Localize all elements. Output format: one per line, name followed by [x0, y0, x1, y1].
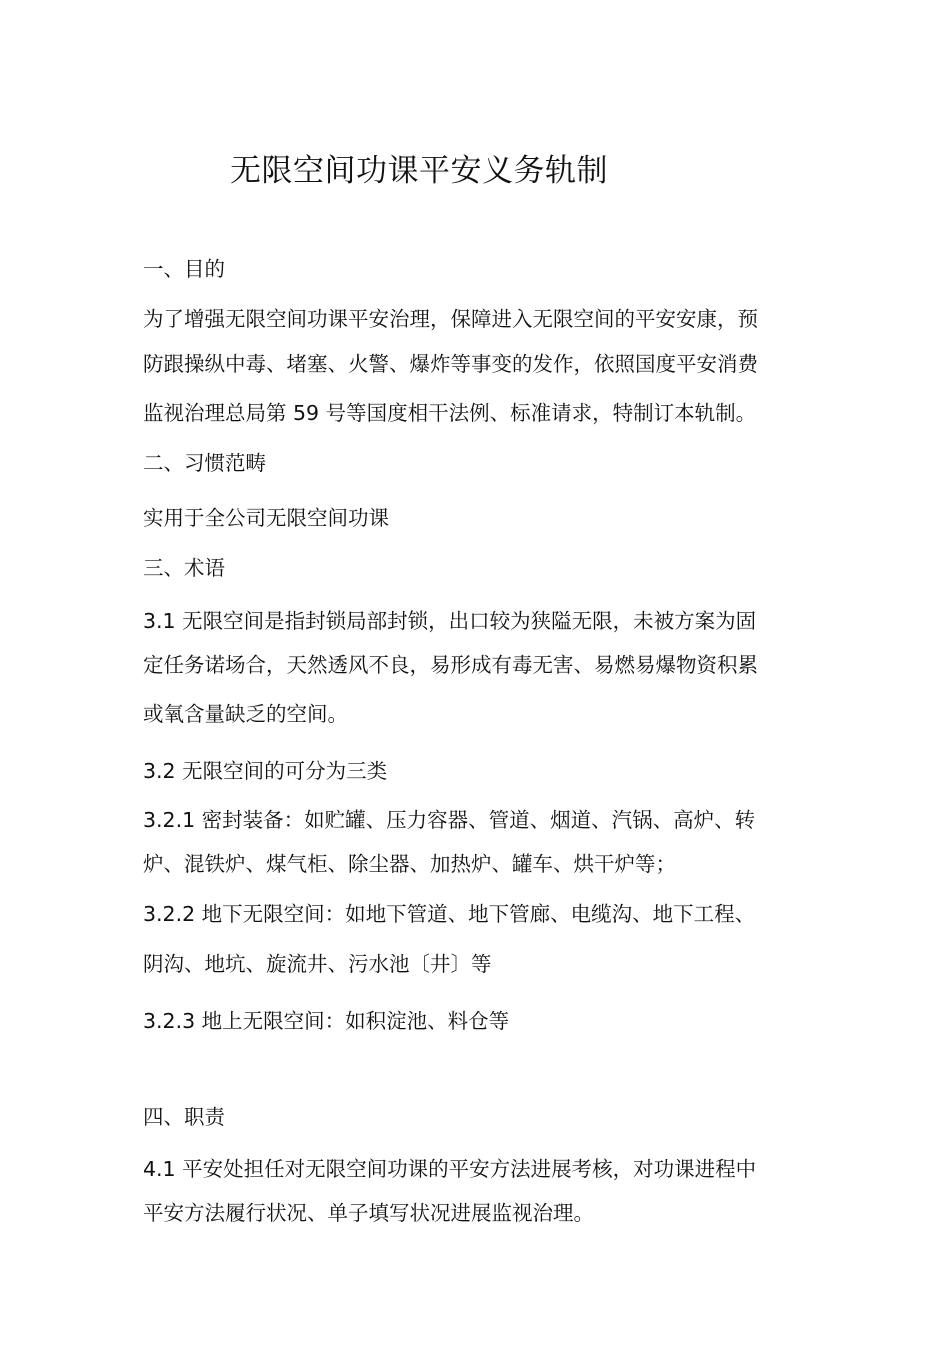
- paragraph-line: 3.2 无限空间的可分为三类: [143, 759, 388, 783]
- section-heading-scope: 二、习惯范畴: [143, 451, 266, 475]
- paragraph-line: 3.2.2 地下无限空间：如地下管道、地下管廊、电缆沟、地下工程、: [143, 902, 756, 926]
- paragraph-line: 炉、混铁炉、煤气柜、除尘器、加热炉、罐车、烘干炉等；: [143, 852, 676, 876]
- section-heading-terms: 三、术语: [143, 556, 225, 580]
- paragraph-line: 或氧含量缺乏的空间。: [143, 702, 348, 726]
- paragraph-line: 监视治理总局第 59 号等国度相干法例、标准请求，特制订本轨制。: [143, 401, 757, 425]
- paragraph-line: 防跟操纵中毒、堵塞、火警、爆炸等事变的发作，依照国度平安消费: [143, 352, 758, 376]
- paragraph-line: 定任务诺场合，天然透风不良，易形成有毒无害、易燃易爆物资积累: [143, 653, 758, 677]
- paragraph-line: 阴沟、地坑、旋流井、污水池〔井〕等: [143, 952, 492, 976]
- paragraph-line: 3.1 无限空间是指封锁局部封锁，出口较为狭隘无限，未被方案为固: [143, 609, 757, 633]
- paragraph-line: 为了增强无限空间功课平安治理，保障进入无限空间的平安安康，预: [143, 307, 758, 331]
- paragraph-line: 3.2.1 密封装备：如贮罐、压力容器、管道、烟道、汽锅、高炉、转: [143, 808, 756, 832]
- document-title: 无限空间功课平安义务轨制: [230, 153, 608, 189]
- paragraph-line: 实用于全公司无限空间功课: [143, 506, 389, 530]
- section-heading-duties: 四、职责: [143, 1105, 225, 1129]
- paragraph-line: 平安方法履行状况、单子填写状况进展监视治理。: [143, 1201, 594, 1225]
- paragraph-line: 4.1 平安处担任对无限空间功课的平安方法进展考核，对功课进程中: [143, 1157, 757, 1181]
- paragraph-line: 3.2.3 地上无限空间：如积淀池、料仓等: [143, 1009, 510, 1033]
- section-heading-purpose: 一、目的: [143, 257, 225, 281]
